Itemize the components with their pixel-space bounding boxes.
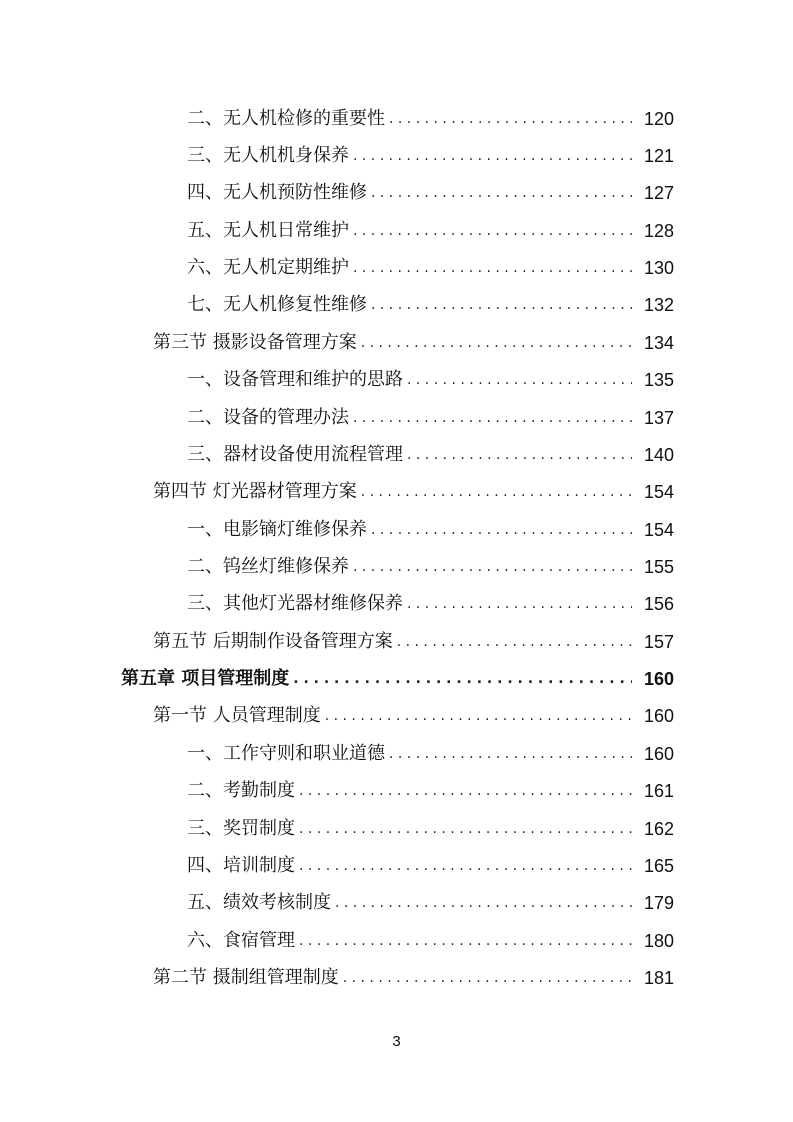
dot-leader — [299, 822, 632, 836]
toc-entry-title: 五、无人机日常维护 — [187, 219, 349, 241]
toc-entry[interactable] — [0, 922, 793, 959]
dot-leader — [397, 635, 632, 649]
toc-entry[interactable] — [0, 772, 793, 809]
toc-entry[interactable] — [0, 586, 793, 623]
toc-entry-page: 179 — [643, 893, 674, 914]
dot-leader — [293, 672, 632, 686]
dot-leader — [353, 224, 632, 238]
toc-entry[interactable] — [0, 436, 793, 473]
dot-leader — [371, 523, 632, 537]
toc-entry[interactable] — [0, 249, 793, 286]
toc-entry-title: 三、器材设备使用流程管理 — [187, 443, 403, 465]
toc-entry-page: 121 — [643, 146, 674, 167]
toc-entry-page: 127 — [643, 183, 674, 204]
toc-entry[interactable] — [0, 959, 793, 996]
dot-leader — [353, 149, 632, 163]
dot-leader — [325, 709, 632, 723]
toc-entry-title: 一、工作守则和职业道德 — [187, 742, 385, 764]
toc-entry-page: 140 — [643, 444, 674, 465]
toc-entry-page: 154 — [643, 482, 674, 503]
toc-entry-title: 二、设备的管理办法 — [187, 406, 349, 428]
toc-entry-title: 第一节 人员管理制度 — [153, 705, 321, 727]
dot-leader — [371, 186, 632, 200]
toc-entry-page: 161 — [643, 781, 674, 802]
toc-entry[interactable] — [0, 847, 793, 884]
toc-entry-page: 165 — [643, 855, 674, 876]
toc-entry[interactable] — [0, 810, 793, 847]
toc-entry-page: 132 — [643, 295, 674, 316]
toc-entry[interactable] — [0, 137, 793, 174]
toc-entry-page: 160 — [643, 706, 674, 727]
dot-leader — [335, 896, 632, 910]
dot-leader — [389, 747, 632, 761]
toc-entry[interactable] — [0, 885, 793, 922]
toc-entry-title: 二、钨丝灯维修保养 — [187, 555, 349, 577]
toc-entry-page: 137 — [643, 407, 674, 428]
toc-entry-page: 181 — [643, 967, 674, 988]
toc-entry[interactable] — [0, 399, 793, 436]
dot-leader — [361, 336, 632, 350]
toc-entry-page: 135 — [643, 370, 674, 391]
toc-entry-page: 128 — [643, 220, 674, 241]
toc-entry-title: 一、设备管理和维护的思路 — [187, 369, 403, 391]
dot-leader — [407, 373, 632, 387]
toc-entry-title: 三、无人机机身保养 — [187, 145, 349, 167]
toc-entry-page: 160 — [643, 669, 674, 690]
page-number: 3 — [392, 1033, 401, 1050]
dot-leader — [389, 112, 632, 126]
toc-entry[interactable] — [0, 324, 793, 361]
toc-entry[interactable] — [0, 100, 793, 137]
toc-entry-page: 155 — [643, 556, 674, 577]
toc-entry[interactable] — [0, 548, 793, 585]
toc-entry-title: 二、无人机检修的重要性 — [187, 107, 385, 129]
toc-entry[interactable] — [0, 175, 793, 212]
toc-entry[interactable] — [0, 212, 793, 249]
toc-entry-page: 157 — [643, 631, 674, 652]
toc-entry-title: 一、电影镝灯维修保养 — [187, 518, 367, 540]
dot-leader — [353, 560, 632, 574]
toc-entry-page: 134 — [643, 332, 674, 353]
toc-entry-title: 四、无人机预防性维修 — [187, 182, 367, 204]
toc-entry-title: 四、培训制度 — [187, 854, 295, 876]
toc-entry-title: 第四节 灯光器材管理方案 — [153, 481, 357, 503]
toc-entry-title: 第五章 项目管理制度 — [121, 668, 290, 690]
toc-entry[interactable] — [0, 511, 793, 548]
dot-leader — [361, 485, 632, 499]
toc-entry-title: 三、其他灯光器材维修保养 — [187, 593, 403, 615]
toc-entry-page: 156 — [643, 594, 674, 615]
toc-entry-title: 五、绩效考核制度 — [187, 892, 331, 914]
toc-entry-page: 162 — [643, 818, 674, 839]
toc-entry-page: 120 — [643, 108, 674, 129]
toc-entry-title: 六、无人机定期维护 — [187, 257, 349, 279]
toc-entry-title: 第五节 后期制作设备管理方案 — [153, 630, 393, 652]
toc-entry-title: 六、食宿管理 — [187, 929, 295, 951]
toc-entry-title: 第二节 摄制组管理制度 — [153, 966, 339, 988]
toc-entry-title: 二、考勤制度 — [187, 780, 295, 802]
toc-entry[interactable] — [0, 287, 793, 324]
dot-leader — [299, 934, 632, 948]
dot-leader — [407, 597, 632, 611]
dot-leader — [299, 784, 632, 798]
toc-entry[interactable] — [0, 362, 793, 399]
toc-entry-page: 130 — [643, 258, 674, 279]
dot-leader — [353, 261, 632, 275]
toc-entry-page: 154 — [643, 519, 674, 540]
toc-entry[interactable] — [0, 623, 793, 660]
dot-leader — [371, 298, 632, 312]
toc-entry[interactable] — [0, 474, 793, 511]
dot-leader — [407, 448, 632, 462]
dot-leader — [299, 859, 632, 873]
dot-leader — [353, 411, 632, 425]
dot-leader — [343, 971, 632, 985]
toc-entry-page: 180 — [643, 930, 674, 951]
table-of-contents — [0, 100, 793, 997]
toc-entry[interactable] — [0, 660, 793, 697]
toc-entry-title: 三、奖罚制度 — [187, 817, 295, 839]
toc-entry-title: 七、无人机修复性维修 — [187, 294, 367, 316]
toc-entry[interactable] — [0, 698, 793, 735]
toc-entry-title: 第三节 摄影设备管理方案 — [153, 331, 357, 353]
toc-entry-page: 160 — [643, 743, 674, 764]
toc-entry[interactable] — [0, 735, 793, 772]
